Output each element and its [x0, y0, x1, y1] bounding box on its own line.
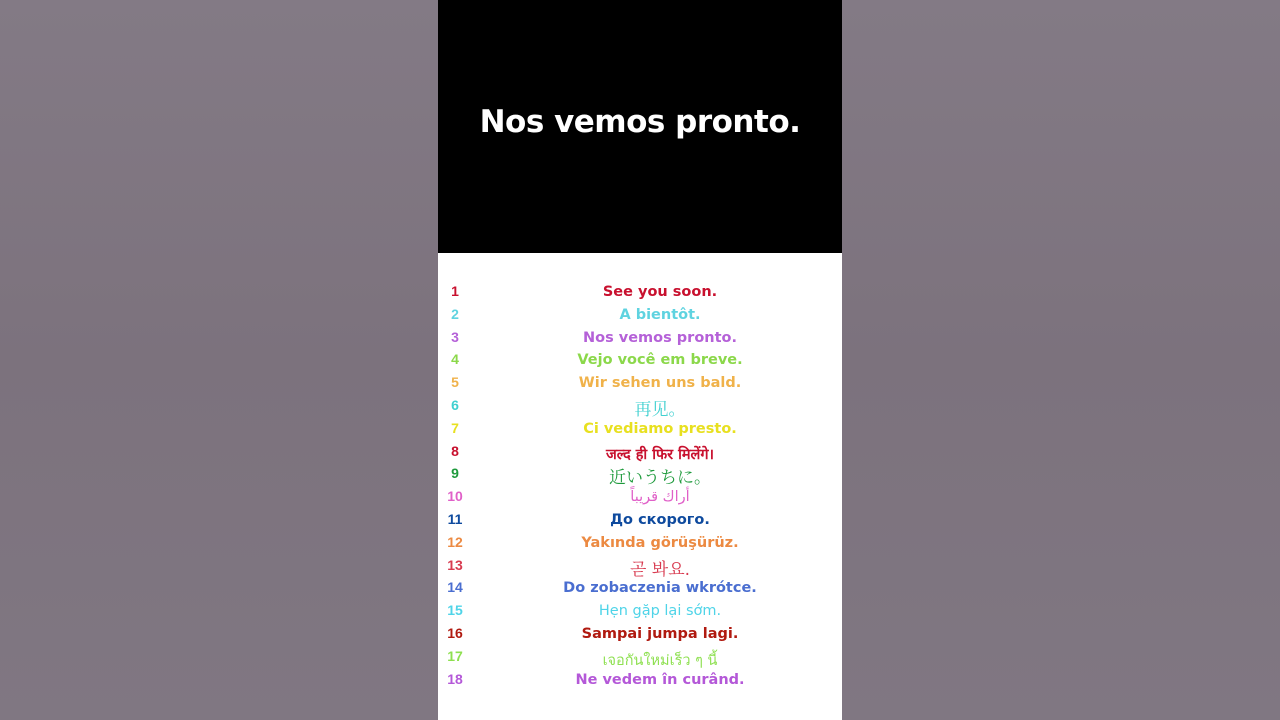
- phrase-number: 12: [447, 533, 463, 550]
- phrase-number: 2: [451, 305, 459, 322]
- phrase-number: 18: [447, 670, 463, 687]
- phrase-row: [438, 486, 842, 509]
- phrase-row: [438, 281, 842, 304]
- phrase-row: [438, 646, 842, 669]
- phrase-row: [438, 441, 842, 464]
- background-right: [842, 0, 1280, 720]
- phrase-row: [438, 509, 842, 532]
- phrase-number: 10: [447, 488, 463, 505]
- phrase-row: [438, 669, 842, 692]
- phrase-text: Hẹn gặp lại sớm.: [598, 603, 722, 620]
- banner-phrase: Nos vemos pronto.: [479, 104, 801, 140]
- phrase-row: [438, 577, 842, 600]
- phrase-text: Ne vedem în curând.: [575, 671, 745, 688]
- phrase-number: 8: [451, 442, 459, 459]
- phrase-text: Wir sehen uns bald.: [578, 375, 742, 392]
- phrase-row: [438, 532, 842, 555]
- phrase-text: Do zobaczenia wkrótce.: [563, 580, 757, 597]
- phrase-row: [438, 372, 842, 395]
- phrase-row: [438, 623, 842, 646]
- phrase-number: 11: [447, 510, 463, 527]
- phrase-banner: [438, 0, 842, 253]
- phrase-row: [438, 395, 842, 418]
- phrase-row: [438, 600, 842, 623]
- phrase-number: 16: [447, 624, 463, 641]
- phrase-text: До скорого.: [610, 511, 710, 528]
- phrase-number: 17: [447, 647, 463, 664]
- phrase-text: Sampai jumpa lagi.: [581, 625, 739, 642]
- video-frame: [438, 0, 842, 720]
- phrase-text: 近いうちに。: [609, 468, 711, 489]
- phrase-number: 3: [451, 328, 459, 345]
- phrase-text: เจอกันใหม่เร็ว ๆ นี้: [602, 652, 718, 669]
- phrase-number: 4: [451, 351, 459, 368]
- phrase-row: [438, 349, 842, 372]
- phrase-text: जल्द ही फिर मिलेंगे।: [605, 446, 715, 463]
- phrase-row: [438, 555, 842, 578]
- phrase-number: 9: [451, 465, 459, 482]
- phrase-row: [438, 327, 842, 350]
- phrase-row: [438, 418, 842, 441]
- phrase-text: Yakında görüşürüz.: [581, 534, 739, 551]
- background-left: [0, 0, 438, 720]
- phrase-text: 再见。: [634, 399, 686, 420]
- phrase-text: A bientôt.: [619, 306, 701, 323]
- phrase-text: 곧 봐요.: [629, 559, 691, 580]
- phrase-number: 15: [447, 602, 463, 619]
- phrase-number: 14: [447, 579, 463, 596]
- phrase-text: Nos vemos pronto.: [582, 329, 738, 346]
- phrase-text: Ci vediamo presto.: [583, 420, 737, 437]
- phrase-number: 13: [447, 556, 463, 573]
- phrase-text: See you soon.: [602, 284, 718, 300]
- phrase-row: [438, 304, 842, 327]
- phrase-number: 7: [451, 419, 459, 436]
- phrase-list: [438, 281, 842, 691]
- phrase-text: أراك قريباً: [630, 489, 690, 506]
- phrase-number: 5: [451, 374, 459, 391]
- phrase-text: Vejo você em breve.: [577, 352, 743, 369]
- phrase-row: [438, 463, 842, 489]
- phrase-number: 6: [451, 396, 459, 413]
- phrase-number: 1: [451, 283, 459, 299]
